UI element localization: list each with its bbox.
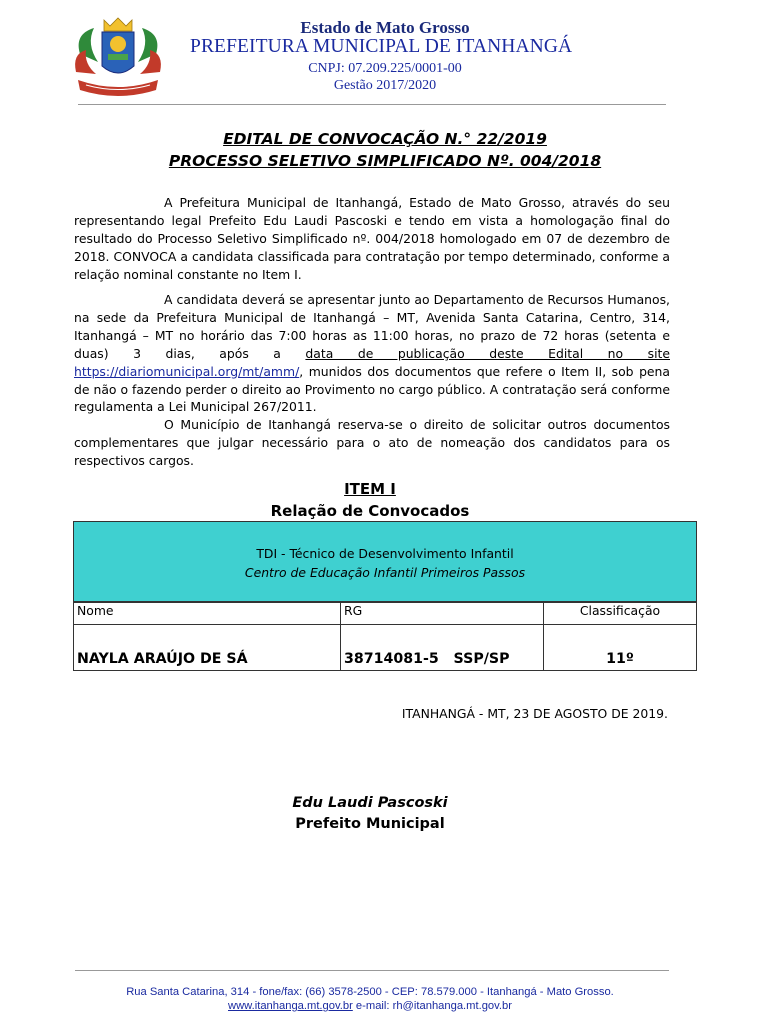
paragraph-instructions-text-a: A candidata deverá se apresentar junto ao Departamento de Recursos Humanos, na sede da Prefeitura Municipal de Itanhangá – MT, Avenida Santa Catarina, Centro, 314, Itanhangá – MT no horário das 7:00 horas as 11:00 horas, no prazo de 72 horas (setenta e duas) 3 dias, após a [74, 292, 670, 361]
convocados-table [73, 602, 697, 671]
footer-email: e-mail: rh@itanhanga.mt.gov.br [352, 1000, 512, 1012]
footer-contact [0, 1000, 740, 1012]
website-link[interactable]: www.itanhanga.mt.gov.br [228, 1000, 353, 1012]
header-gestao: Gestão 2017/2020 [333, 78, 437, 93]
table-row [74, 625, 697, 671]
cell-classificacao: 11º [544, 625, 697, 671]
footer-divider [75, 970, 669, 971]
item-subtitle: Relação de Convocados [270, 502, 470, 520]
cargo-location: Centro de Educação Infantil Primeiros Passos [244, 565, 526, 580]
paragraph-instructions-underlined: data de publicação deste Edital no site [305, 345, 670, 361]
cell-rg: 38714081-5 SSP/SP [341, 625, 544, 671]
cell-nome: NAYLA ARAÚJO DE SÁ [74, 625, 341, 671]
signature-role: Prefeito Municipal [295, 816, 445, 832]
date-line: ITANHANGÁ - MT, 23 DE AGOSTO DE 2019. [401, 706, 668, 721]
header-divider [78, 104, 666, 105]
processo-title: PROCESSO SELETIVO SIMPLIFICADO Nº. 004/2018 [168, 152, 602, 170]
header-prefeitura: PREFEITURA MUNICIPAL DE ITANHANGÁ [190, 36, 573, 57]
item-title: ITEM I [344, 480, 396, 498]
table-header-row [74, 603, 697, 625]
column-header-rg: RG [341, 603, 544, 625]
footer-address: Rua Santa Catarina, 314 - fone/fax: (66) 3578-2500 - CEP: 78.579.000 - Itanhangá - Mato Grosso. [126, 986, 614, 998]
column-header-classificacao: Classificação [544, 603, 697, 625]
paragraph-convocation-text: A Prefeitura Municipal de Itanhangá, Estado de Mato Grosso, através do seu representando legal Prefeito Edu Laudi Pascoski e tendo em vista a homologação final do resultado do Processo Seletivo Simplificado nº. 004/2018 homologado em 07 de dezembro de 2018. CONVOCA a candidata classificada para contratação por tempo determinado, conforme a relação nominal constante no Item I. [74, 195, 670, 282]
diario-municipal-link[interactable]: https://diariomunicipal.org/mt/amm/ [74, 363, 300, 379]
column-header-nome: Nome [74, 603, 341, 625]
paragraph-reservation [74, 416, 670, 470]
edital-title: EDITAL DE CONVOCAÇÃO N.° 22/2019 [223, 130, 547, 148]
paragraph-instructions [74, 291, 670, 416]
paragraph-convocation [74, 194, 670, 284]
paragraph-reservation-text: O Município de Itanhangá reserva-se o direito de solicitar outros documentos complementares que julgar necessário para o ato de nomeação dos candidatos para os respectivos cargos. [74, 417, 670, 468]
cargo-header [73, 521, 697, 602]
signature-name: Edu Laudi Pascoski [292, 795, 448, 811]
header-cnpj: CNPJ: 07.209.225/0001-00 [308, 61, 462, 76]
header-state: Estado de Mato Grosso [300, 18, 470, 37]
cargo-title: TDI - Técnico de Desenvolvimento Infantil [256, 546, 514, 561]
paragraph-instructions-text-b: , munidos dos documentos que refere o Item II, sob pena de não o fazendo perder o direito ao Provimento no cargo público. A contratação será conforme regulamenta a Lei Municipal 267/2011. [74, 363, 670, 415]
